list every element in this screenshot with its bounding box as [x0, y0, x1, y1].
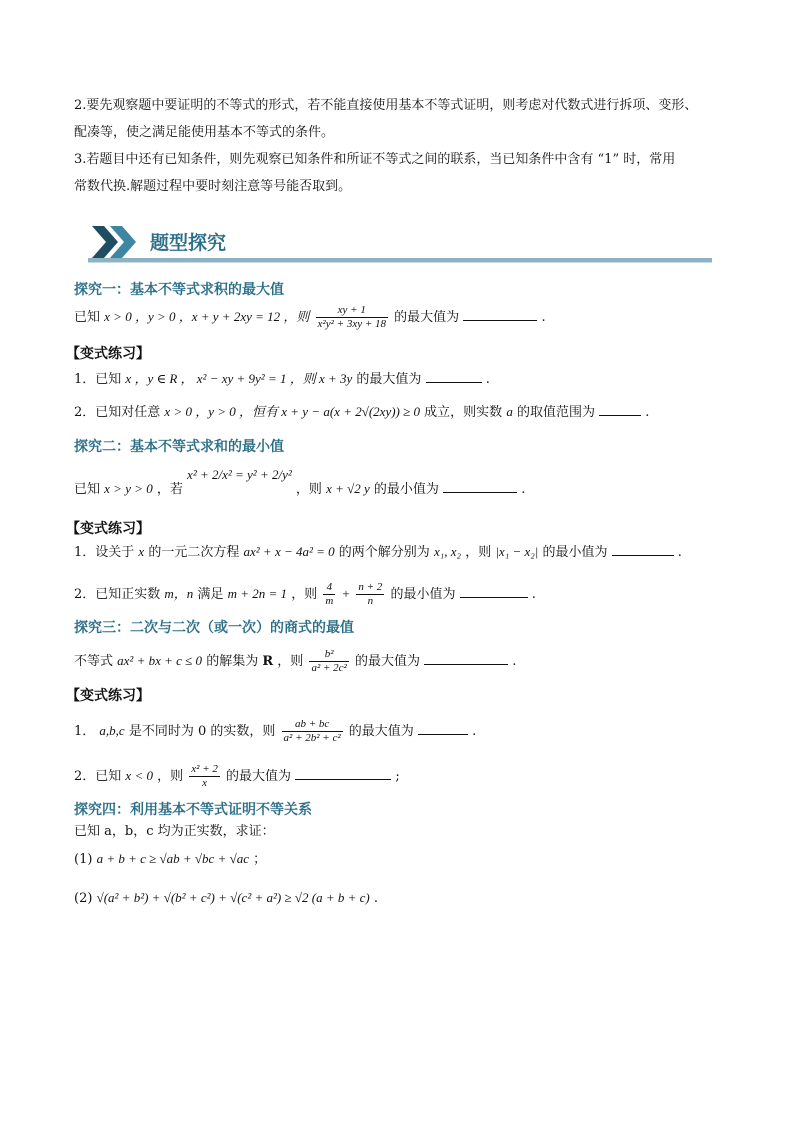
- s2-v2-post: 的最小值为: [390, 587, 456, 602]
- answer-blank[interactable]: [418, 722, 468, 735]
- s3-v2-end: ;: [395, 769, 400, 784]
- s2-v2-end: .: [531, 587, 536, 602]
- s2-q-then: ，则: [295, 482, 322, 497]
- banner-title: 题型探究: [150, 232, 227, 254]
- answer-blank[interactable]: [426, 370, 482, 383]
- s3-v1-mid: 是不同时为 0 的实数，则: [128, 724, 276, 739]
- s3-v2-then: ，则: [157, 769, 184, 784]
- s1-variant-1: [74, 370, 490, 389]
- s3-v1-fraction: [282, 718, 343, 745]
- s2-q-if: ，若: [156, 482, 183, 497]
- s4-p1-end: ；: [253, 852, 267, 867]
- s2-title: 探究二：基本不等式求和的最小值: [74, 439, 284, 455]
- s1-v2-math: x > 0 ，y > 0 ，恒有 x + y − a(x + 2√(2xy)) ≥ 0: [164, 404, 421, 419]
- s3-v2-cond: x < 0: [125, 768, 153, 783]
- s4-part-1: [74, 850, 266, 869]
- s2-v2-then: ，则: [291, 587, 318, 602]
- s1-q-cond: x > 0 ，y > 0 ，x + y + 2xy = 12 ，则: [104, 309, 310, 324]
- answer-blank[interactable]: [295, 767, 391, 780]
- s2-v1-eq: ax² + x − 4a² = 0: [243, 544, 335, 559]
- answer-blank[interactable]: [443, 480, 517, 493]
- s2-q-end: .: [521, 482, 526, 497]
- s2-v1-x: x: [138, 544, 145, 559]
- section-banner: [88, 222, 712, 266]
- s3-q-pre: 不等式: [74, 654, 114, 669]
- s3-variant-2: [74, 763, 400, 790]
- s3-title: 探究三：二次与二次（或一次）的商式的最值: [74, 620, 354, 636]
- s1-variant-title: 【变式练习】: [66, 346, 150, 362]
- s2-variant-1: [74, 543, 682, 562]
- s3-v2-num: x² + 2: [191, 763, 218, 775]
- s2-v2-f2-num: n + 2: [358, 581, 383, 593]
- s2-v2-f2-den: n: [367, 595, 374, 607]
- s2-v2-fraction-1: [323, 581, 335, 608]
- tip-2b: 配凑等，使之满足能使用基本不等式的条件。: [74, 125, 335, 140]
- s2-v1-target: |x₁ − x₂|: [495, 544, 539, 559]
- s2-v1-then: ，则: [465, 545, 492, 560]
- s3-q-end: .: [512, 654, 517, 669]
- s1-q-pre: 已知: [74, 310, 101, 325]
- s1-v1-post: 的最大值为: [356, 372, 422, 387]
- s1-v2-a: a: [506, 404, 513, 419]
- answer-blank[interactable]: [599, 403, 641, 416]
- s1-v2-mid: 成立，则实数: [424, 405, 503, 420]
- s4-p1-label: (1): [74, 852, 93, 867]
- s4-part-2: [74, 889, 378, 908]
- s2-q-cond: x > y > 0: [104, 481, 153, 496]
- s3-q-mid: 的解集为: [206, 654, 259, 669]
- s4-p2-label: (2): [74, 891, 93, 906]
- s3-q-den: a² + 2c²: [311, 662, 347, 674]
- tip-2a: 2.要先观察题中要证明的不等式的形式，若不能直接使用基本不等式证明，则考虑对代数式进行拆项、变形、: [74, 98, 698, 113]
- s2-v2-cond: m + 2n = 1: [227, 586, 288, 601]
- s3-v1-pre: 1．: [74, 724, 96, 739]
- s2-v2-pre: 2．已知正实数: [74, 587, 161, 602]
- tip-3b: 常数代换.解题过程中要时刻注意等号能否取到。: [74, 179, 352, 194]
- s1-v2-pre: 2．已知对任意: [74, 405, 161, 420]
- s2-v2-mid: 满足: [197, 587, 224, 602]
- s2-v1-end: .: [677, 545, 682, 560]
- answer-blank[interactable]: [424, 652, 508, 665]
- s2-v1-pre: 1．设关于: [74, 545, 135, 560]
- s2-v1-post: 的最小值为: [542, 545, 608, 560]
- s2-v1-roots: x₁, x₂: [433, 544, 462, 559]
- s2-v2-plus: +: [341, 586, 351, 601]
- s3-v1-num: ab + bc: [282, 718, 343, 732]
- s4-intro: 已知 a，b，c 均为正实数，求证：: [74, 824, 275, 839]
- s2-v2-fraction-2: [356, 581, 384, 608]
- s3-q-then: ，则: [277, 654, 304, 669]
- s4-p2-end: .: [373, 891, 379, 906]
- tip-3a: 3.若题目中还有已知条件，则先观察已知条件和所证不等式之间的联系，当已知条件中含有 “1” 时，常用: [74, 152, 676, 167]
- s3-v1-vars: a,b,c: [99, 723, 125, 738]
- s1-q-num: xy + 1: [316, 304, 388, 318]
- s3-q-ineq: ax² + bx + c ≤ 0: [117, 653, 203, 668]
- s2-q-target: x + √2 y: [326, 481, 370, 496]
- s2-q-eq: x² + 2/x² = y² + 2/y²: [187, 467, 292, 482]
- s3-q-R: R: [262, 654, 274, 669]
- s2-v2-vars: m，n: [164, 586, 194, 601]
- s1-q-post: 的最大值为: [394, 310, 460, 325]
- answer-blank[interactable]: [463, 308, 537, 321]
- s2-variant-2: [74, 581, 536, 608]
- s2-q-pre: 已知: [74, 482, 101, 497]
- s3-v2-post: 的最大值为: [226, 769, 292, 784]
- s4-title: 探究四：利用基本不等式证明不等关系: [74, 802, 312, 818]
- s3-v1-end: .: [472, 724, 477, 739]
- s2-q-post: 的最小值为: [373, 482, 439, 497]
- s3-question: [74, 648, 516, 675]
- s4-p1-math: a + b + c ≥ √ab + √bc + √ac: [96, 851, 250, 866]
- s3-v1-post: 的最大值为: [348, 724, 414, 739]
- s2-question: [74, 467, 526, 499]
- s1-v1-math: x ，y ∈ R ， x² − xy + 9y² = 1 ，则 x + 3y: [125, 371, 353, 386]
- s1-variant-2: [74, 403, 649, 422]
- s3-q-num: b²: [309, 648, 348, 662]
- s1-q-den: x²y² + 3xy + 18: [317, 318, 387, 330]
- s3-v1-den: a² + 2b² + c²: [283, 732, 341, 744]
- s3-variant-1: [74, 718, 476, 745]
- s1-q-fraction: [316, 304, 388, 331]
- s3-q-post: 的最大值为: [355, 654, 421, 669]
- s2-v2-f1-num: 4: [323, 581, 335, 595]
- s1-question: [74, 304, 546, 331]
- s3-v2-pre: 2．已知: [74, 769, 122, 784]
- answer-blank[interactable]: [460, 585, 528, 598]
- s2-v1-mid: 的一元二次方程: [148, 545, 240, 560]
- s1-q-end: .: [541, 310, 546, 325]
- s1-v2-end: .: [645, 405, 650, 420]
- answer-blank[interactable]: [612, 543, 674, 556]
- s2-variant-title: 【变式练习】: [66, 521, 150, 537]
- s3-variant-title: 【变式练习】: [66, 688, 150, 704]
- s2-v2-f1-den: m: [325, 595, 334, 607]
- s1-title: 探究一：基本不等式求积的最大值: [74, 282, 284, 298]
- s1-v1-pre: 1．已知: [74, 372, 122, 387]
- s4-p2-math: √(a² + b²) + √(b² + c²) + √(c² + a²) ≥ √2 (a + b + c): [96, 890, 370, 905]
- s3-v2-den: x: [202, 777, 208, 789]
- s3-q-fraction: [309, 648, 348, 675]
- s1-v2-post: 的取值范围为: [516, 405, 595, 420]
- s1-v1-end: .: [485, 372, 490, 387]
- s3-v2-fraction: [189, 763, 220, 790]
- s2-v1-mid2: 的两个解分别为: [338, 545, 430, 560]
